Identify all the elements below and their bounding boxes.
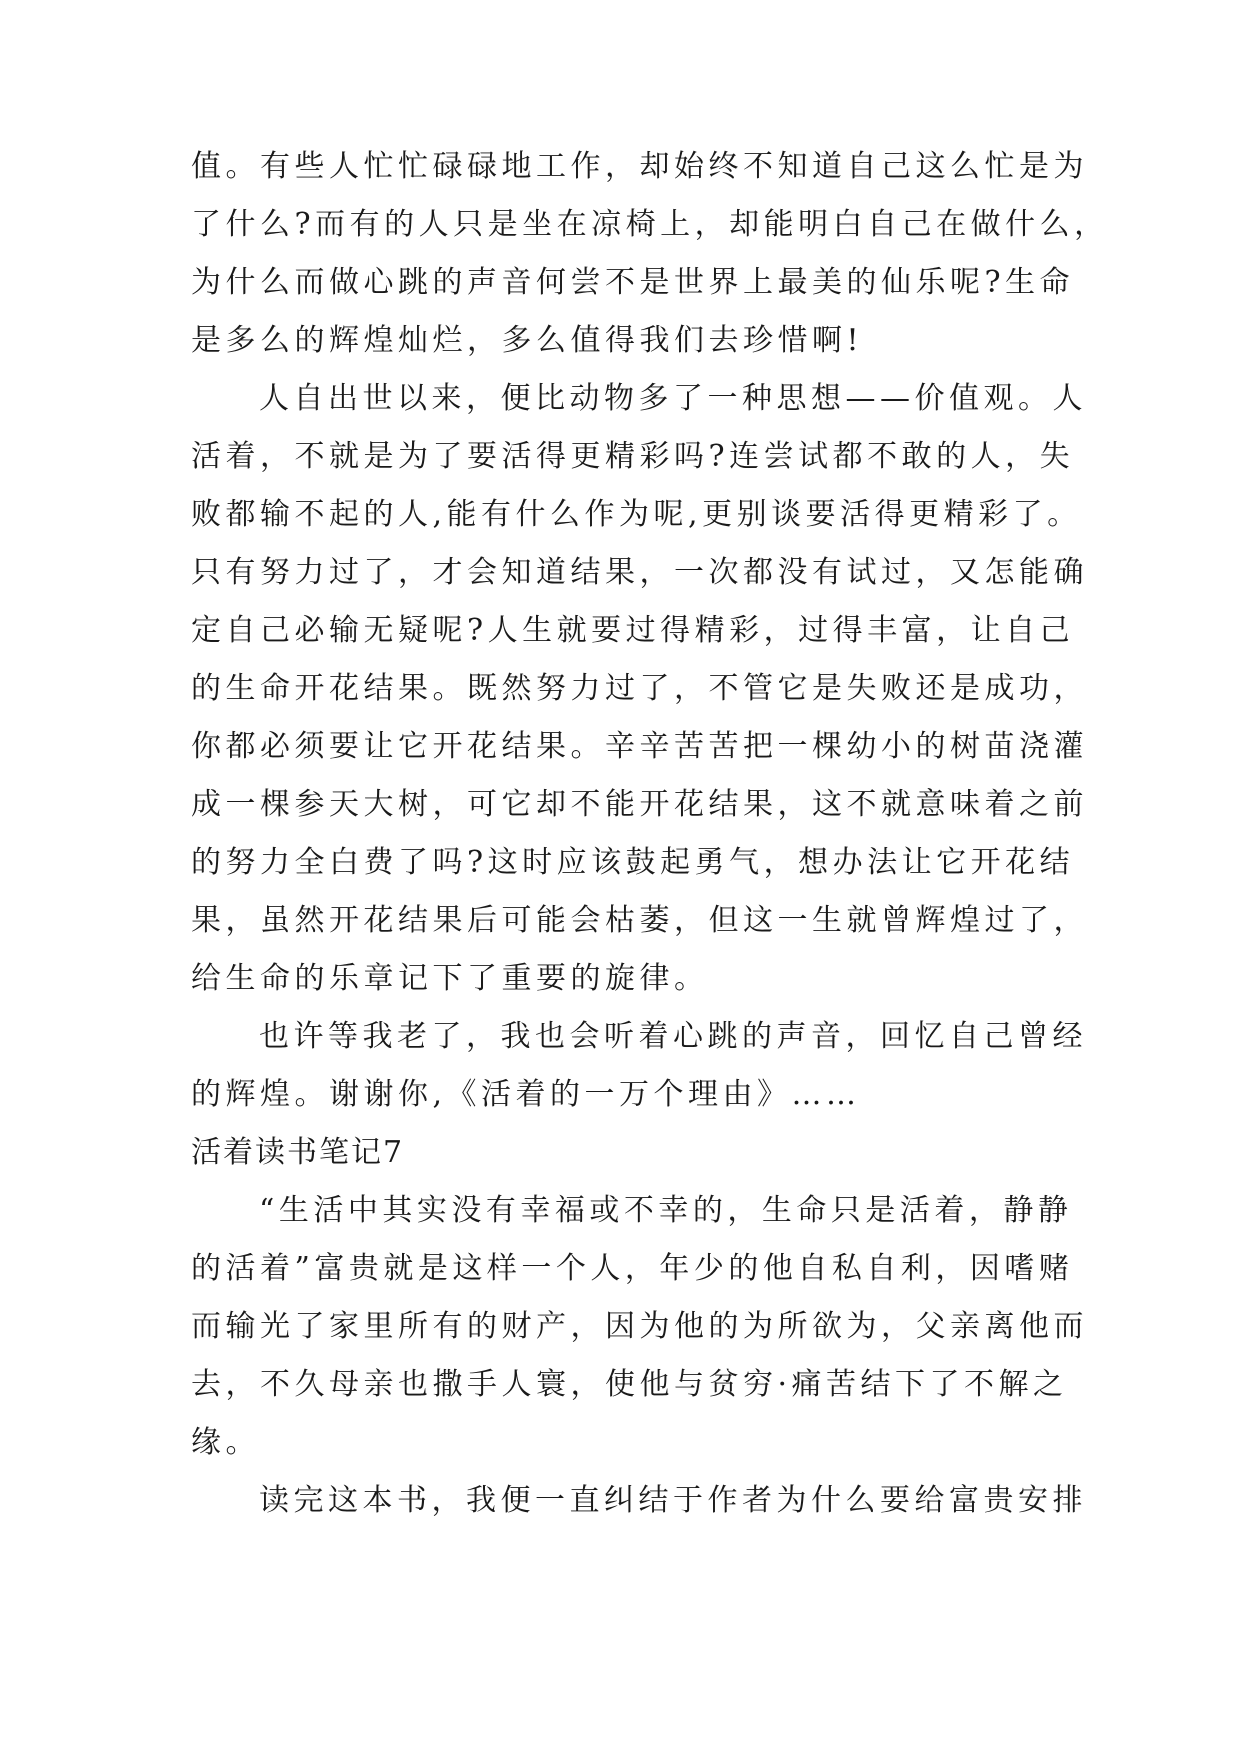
paragraph [191, 370, 1088, 1008]
text-line: 你都必须要让它开花结果。辛辛苦苦把一棵幼小的树苗浇灌 [191, 729, 1088, 764]
text-line: 果，虽然开花结果后可能会枯萎，但这一生就曾辉煌过了， [191, 903, 1088, 938]
text-line: 的辉煌。谢谢你,《活着的一万个理由》…… [191, 1077, 861, 1112]
paragraph [191, 1472, 1087, 1530]
paragraph [191, 1182, 1088, 1472]
text-line: 读完这本书，我便一直纠结于作者为什么要给富贵安排 [259, 1483, 1087, 1518]
text-line: 的活着”富贵就是这样一个人，年少的他自私自利，因嗜赌 [191, 1251, 1074, 1286]
text-line: 缘。 [191, 1425, 260, 1460]
section-title: 活着读书笔记7 [191, 1135, 405, 1170]
text-line: 了什么?而有的人只是坐在凉椅上，却能明白自己在做什么， [191, 207, 1109, 242]
document-body [191, 138, 1109, 1530]
text-line: 的生命开花结果。既然努力过了，不管它是失败还是成功， [191, 671, 1088, 706]
text-line: 值。有些人忙忙碌碌地工作，却始终不知道自己这么忙是为 [191, 149, 1088, 184]
text-line: 活着，不就是为了要活得更精彩吗?连尝试都不敢的人，失 [191, 439, 1075, 474]
text-line: 只有努力过了，才会知道结果，一次都没有试过，又怎能确 [191, 555, 1088, 590]
paragraph [191, 1008, 1087, 1124]
text-line: 为什么而做心跳的声音何尝不是世界上最美的仙乐呢?生命 [191, 265, 1075, 300]
text-line: 定自己必输无疑呢?人生就要过得精彩，过得丰富，让自己 [191, 613, 1075, 648]
text-line: 而输光了家里所有的财产，因为他的为所欲为，父亲离他而 [191, 1309, 1088, 1344]
text-line: 是多么的辉煌灿烂，多么值得我们去珍惜啊! [191, 323, 864, 358]
text-line: 的努力全白费了吗?这时应该鼓起勇气，想办法让它开花结 [191, 845, 1075, 880]
paragraph [191, 138, 1109, 370]
text-line: “生活中其实没有幸福或不幸的，生命只是活着，静静 [259, 1193, 1073, 1228]
text-line: 也许等我老了，我也会听着心跳的声音，回忆自己曾经 [259, 1019, 1087, 1054]
text-line: 成一棵参天大树，可它却不能开花结果，这不就意味着之前 [191, 787, 1088, 822]
text-line: 给生命的乐章记下了重要的旋律。 [191, 961, 709, 996]
text-line: 败都输不起的人,能有什么作为呢,更别谈要活得更精彩了。 [191, 497, 1082, 532]
text-line: 人自出世以来，便比动物多了一种思想——价值观。人 [259, 381, 1087, 416]
text-line: 去，不久母亲也撒手人寰，使他与贫穷·痛苦结下了不解之 [191, 1367, 1068, 1402]
